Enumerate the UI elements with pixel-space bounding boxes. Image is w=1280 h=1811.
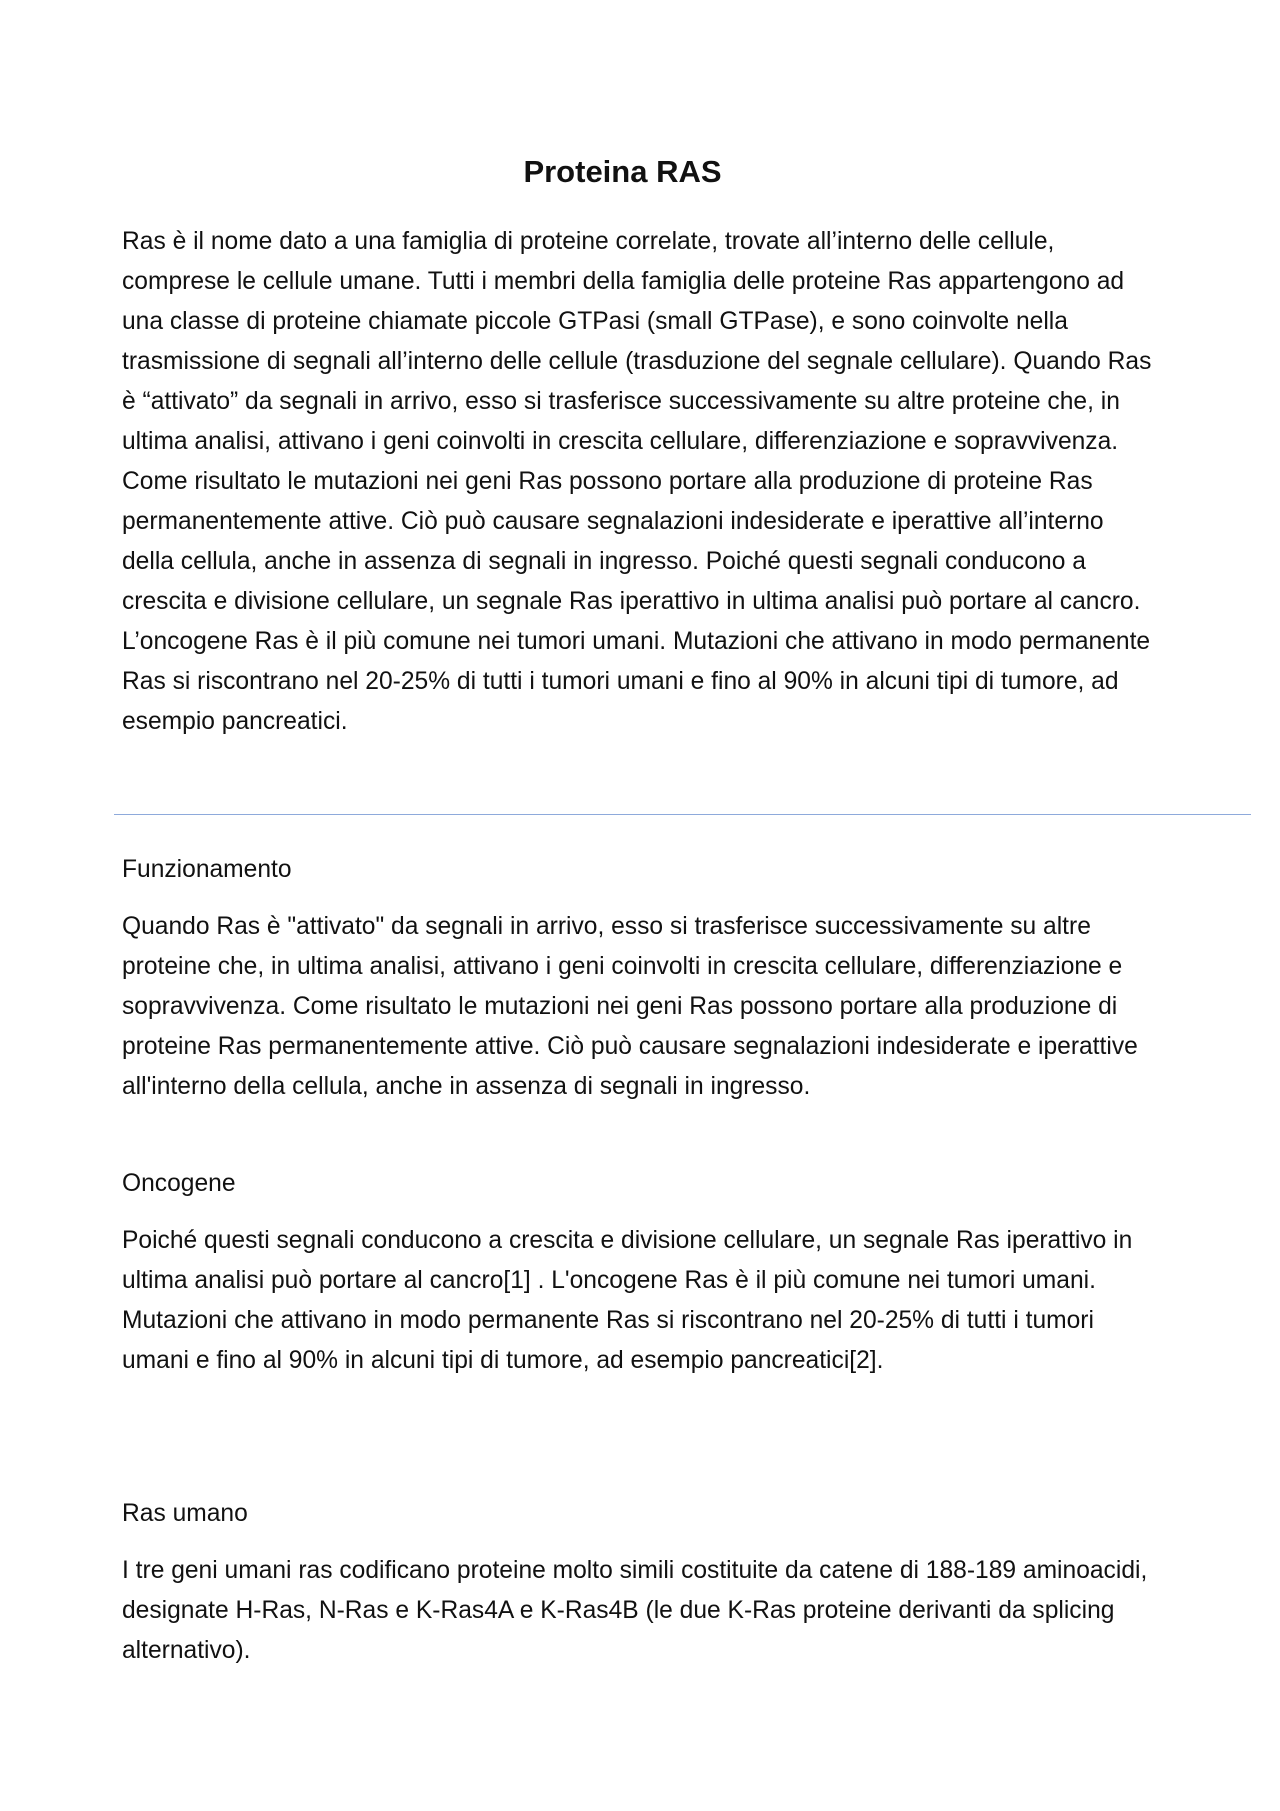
page-title: Proteina RAS xyxy=(523,154,722,189)
heading-funzionamento: Funzionamento xyxy=(122,856,292,883)
heading-oncogene: Oncogene xyxy=(122,1170,236,1197)
section-divider xyxy=(114,814,1251,815)
paragraph-oncogene: Poiché questi segnali conducono a crescita e divisione cellulare, un segnale Ras iperattivo in ultima analisi può portare al cancro[1] . L'oncogene Ras è il più comune nei tumori umani. Mutazioni che attivano in modo permanente Ras si riscontrano nel 20-25% di tutti i tumori umani e fino al 90% in alcuni tipi di tumore, ad esempio pancreatici[2]. xyxy=(122,1227,1133,1374)
paragraph-ras-umano: I tre geni umani ras codificano proteine molto simili costituite da catene di 188-189 aminoacidi, designate H-Ras, N-Ras e K-Ras4A e K-Ras4B (le due K-Ras proteine derivanti da splicing alternativo). xyxy=(122,1557,1148,1664)
paragraph-funzionamento: Quando Ras è "attivato" da segnali in arrivo, esso si trasferisce successivamente su altre proteine che, in ultima analisi, attivano i geni coinvolti in crescita cellulare, differenziazione e sopravvivenza. Come risultato le mutazioni nei geni Ras possono portare alla produzione di proteine Ras permanentemente attive. Ciò può causare segnalazioni indesiderate e iperattive all'interno della cellula, anche in assenza di segnali in ingresso. xyxy=(122,913,1138,1100)
heading-ras-umano: Ras umano xyxy=(122,1500,248,1527)
intro-paragraph: Ras è il nome dato a una famiglia di proteine correlate, trovate all’interno delle cellule, comprese le cellule umane. Tutti i membri della famiglia delle proteine Ras appartengono ad una classe di proteine chiamate piccole GTPasi (small GTPase), e sono coinvolte nella trasmissione di segnali all’interno delle cellule (trasduzione del segnale cellulare). Quando Ras è “attivato” da segnali in arrivo, esso si trasferisce successivamente su altre proteine che, in ultima analisi, attivano i geni coinvolti in crescita cellulare, differenziazione e sopravvivenza. Come risultato le mutazioni nei geni Ras possono portare alla produzione di proteine Ras permanentemente attive. Ciò può causare segnalazioni indesiderate e iperattive all’interno della cellula, anche in assenza di segnali in ingresso. Poiché questi segnali conducono a crescita e divisione cellulare, un segnale Ras iperattivo in ultima analisi può portare al cancro. L’oncogene Ras è il più comune nei tumori umani. Mutazioni che attivano in modo permanente Ras si riscontrano nel 20-25% di tutti i tumori umani e fino al 90% in alcuni tipi di tumore, ad esempio pancreatici. xyxy=(122,228,1152,735)
